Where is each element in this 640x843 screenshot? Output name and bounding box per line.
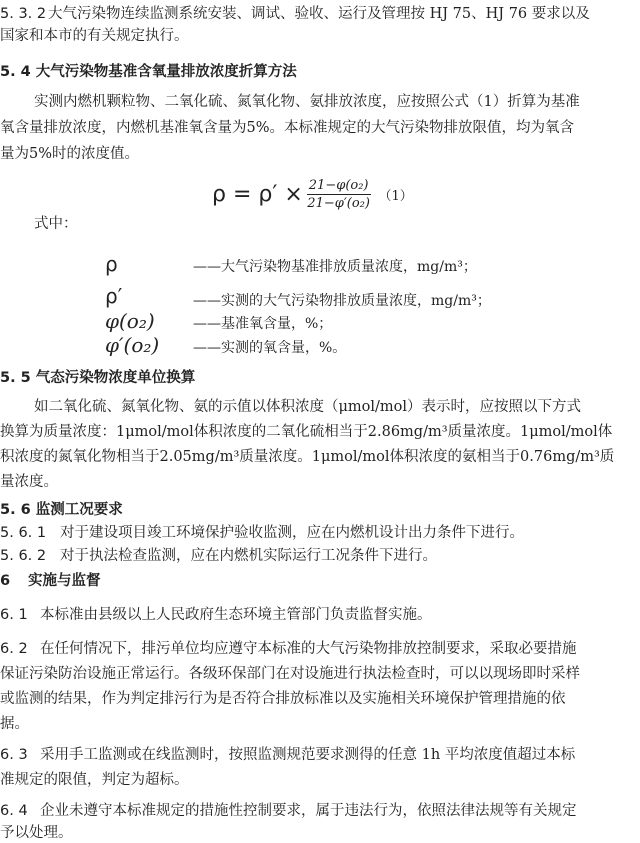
clause-text: 大气污染物连续监测系统安装、调试、验收、运行及管理按 HJ 75、HJ 76 要求以及: [48, 6, 590, 22]
para-6-1: [0, 605, 432, 625]
para-5-6-1: [0, 523, 524, 543]
para-6-4-line1: [0, 801, 577, 821]
clause-number: 5. 3. 2: [0, 6, 47, 22]
para-6-2-line1: [0, 639, 577, 659]
formula-lhs: ρ = ρ′ ×: [212, 181, 303, 207]
clause-number: 5. 6. 1: [0, 525, 47, 541]
clause-number: 6. 1: [0, 607, 28, 623]
def-symbol-rho: ρ: [105, 252, 118, 276]
para-5-5-line1: 如二氧化硫、氮氧化物、氨的示值以体积浓度（μmol/mol）表示时，应按照以下方式: [34, 399, 582, 415]
para-5-5-line4: 量浓度。: [0, 474, 58, 490]
clause-number: 6. 4: [0, 803, 28, 819]
para-5-6-2: [0, 546, 437, 566]
para-5-3-2-line1: [0, 4, 590, 24]
para-5-5-line2: 换算为质量浓度：1μmol/mol体积浓度的二氧化硫相当于2.86mg/m³质量浓度。1μmol/mol体: [0, 424, 613, 440]
clause-number: 5. 6. 2: [0, 548, 47, 564]
clause-text: 企业未遵守本标准规定的措施性控制要求，属于违法行为，依照法律法规等有关规定: [40, 803, 577, 819]
def-text-rho-prime: ——实测的大气污染物排放质量浓度，mg/m³；: [193, 293, 491, 309]
clause-text: 在任何情况下，排污单位均应遵守本标准的大气污染物排放控制要求，采取必要措施: [40, 641, 577, 657]
formula-number: （1）: [378, 188, 413, 204]
para-5-4-line1: 实测内燃机颗粒物、二氧化硫、氮氧化物、氨排放浓度，应按照公式（1）折算为基准: [34, 94, 580, 110]
para-6-4-line2: 予以处理。: [0, 825, 73, 841]
para-6-2-line4: 据。: [0, 716, 29, 732]
clause-number: 6. 2: [0, 641, 28, 657]
def-symbol-phi: φ(o₂): [105, 309, 155, 333]
formula-denominator: 21−φ′(o₂): [307, 195, 370, 211]
heading-text: 实施与监督: [28, 573, 101, 589]
def-text-phi-prime: ——实测的氧含量，%。: [193, 340, 347, 356]
para-6-3-line1: [0, 745, 575, 765]
where-label: 式中：: [34, 216, 78, 232]
clause-text: 对于执法检查监测，应在内燃机实际运行工况条件下进行。: [60, 548, 437, 564]
section-heading-5-4: 5. 4 大气污染物基准含氧量排放浓度折算方法: [0, 64, 297, 80]
section-heading-6: [0, 571, 101, 591]
clause-text: 采用手工监测或在线监测时，按照监测规范要求测得的任意 1h 平均浓度值超过本标: [40, 747, 576, 763]
clause-text: 对于建设项目竣工环境保护验收监测，应在内燃机设计出力条件下进行。: [60, 525, 524, 541]
para-5-3-2-line2: 国家和本市的有关规定执行。: [0, 28, 189, 44]
def-text-phi: ——基准氧含量，%；: [193, 316, 333, 332]
def-symbol-rho-prime: ρ′: [105, 284, 123, 308]
formula-1: [212, 166, 413, 222]
para-6-2-line2: 保证污染防治设施正常运行。各级环保部门在对设施进行执法检查时，可以以现场即时采样: [0, 666, 580, 682]
formula-fraction: [307, 178, 371, 211]
para-6-3-line2: 准规定的限值，判定为超标。: [0, 772, 189, 788]
section-heading-5-5: 5. 5 气态污染物浓度单位换算: [0, 370, 196, 386]
clause-number: 6: [0, 573, 11, 589]
para-5-5-line3: 积浓度的氮氧化物相当于2.05mg/m³质量浓度。1μmol/mol体积浓度的氨相当于0.76mg/m³质: [0, 449, 615, 465]
def-text-rho: ——大气污染物基准排放质量浓度，mg/m³；: [193, 259, 477, 275]
para-6-2-line3: 或监测的结果，作为判定排污行为是否符合排放标准以及实施相关环境保护管理措施的依: [0, 691, 566, 707]
def-symbol-phi-prime: φ′(o₂): [105, 333, 160, 357]
para-5-4-line2: 氧含量排放浓度，内燃机基准氧含量为5%。本标准规定的大气污染物排放限值，均为氧含: [0, 120, 574, 136]
clause-text: 本标准由县级以上人民政府生态环境主管部门负责监督实施。: [40, 607, 432, 623]
section-heading-5-6: 5. 6 监测工况要求: [0, 502, 123, 518]
formula-numerator: 21−φ(o₂): [308, 177, 369, 193]
para-5-4-line3: 量为5%时的浓度值。: [0, 146, 140, 162]
clause-number: 6. 3: [0, 747, 28, 763]
